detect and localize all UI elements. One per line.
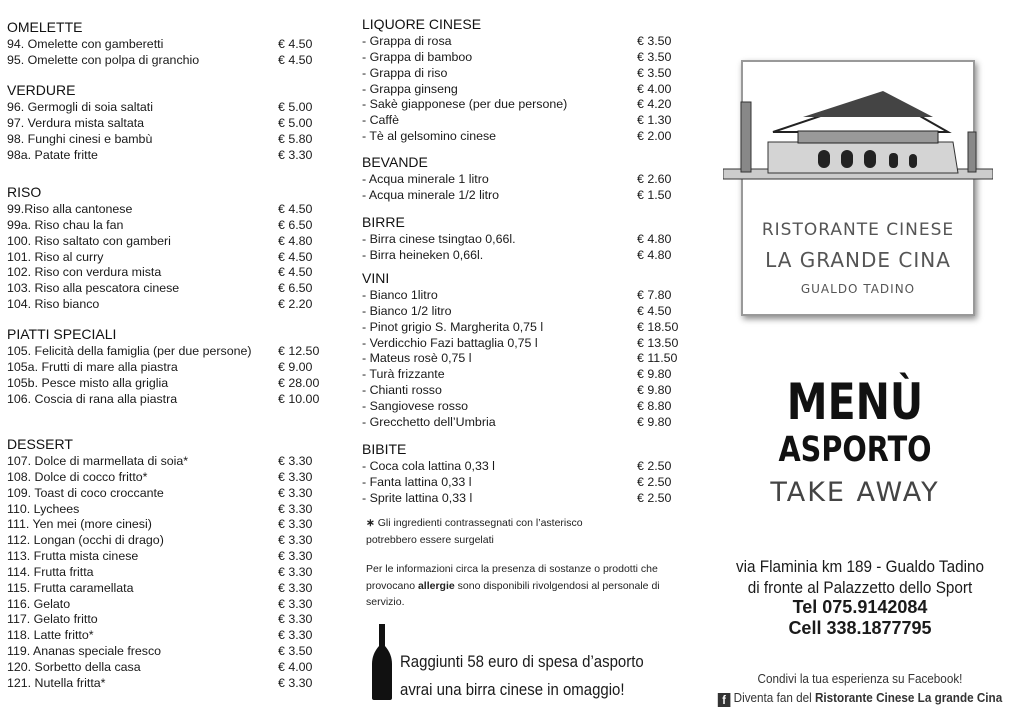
logo-line1: RISTORANTE CINESE <box>761 220 955 240</box>
item-name: 106. Coscia di rana alla piastra <box>7 391 178 406</box>
item-price: € 4.80 <box>278 233 313 248</box>
menu-item <box>7 234 337 250</box>
section-heading: BEVANDE <box>362 154 428 170</box>
menu-section-liquore-cinese <box>362 14 682 145</box>
menu-item <box>362 336 682 352</box>
menu-item <box>362 459 682 475</box>
logo-line2: LA GRANDE CINA <box>765 248 951 272</box>
menu-section-birre <box>362 212 682 264</box>
restaurant-logo <box>741 60 975 316</box>
item-price: € 3.30 <box>278 469 313 484</box>
menu-item <box>7 454 337 470</box>
menu-section-riso <box>7 182 337 313</box>
facebook-fan-text: Diventa fan del <box>733 690 815 705</box>
item-price: € 1.30 <box>637 113 672 128</box>
item-name: - Bianco 1litro <box>362 288 438 302</box>
item-name: 108. Dolce di cocco fritto* <box>7 469 148 484</box>
item-price: € 8.80 <box>637 398 672 413</box>
menu-item <box>7 344 337 360</box>
item-name: - Acqua minerale 1 litro <box>362 172 489 186</box>
section-heading: PIATTI SPECIALI <box>7 326 117 342</box>
address-line2: di fronte al Palazzetto dello Sport <box>747 578 973 597</box>
item-price: € 4.50 <box>637 303 672 318</box>
item-name: 117. Gelato fritto <box>7 612 98 627</box>
menu-section-bevande <box>362 152 682 204</box>
item-name: - Sakè giapponese (per due persone) <box>362 97 568 112</box>
allergy-text-end: sono disponibili rivolgendosi al personale di servizio. <box>366 579 660 608</box>
section-heading: VERDURE <box>7 82 76 98</box>
item-name: 105. Felicità della famiglia (per due persone) <box>7 344 252 358</box>
menu-item <box>7 597 337 613</box>
item-price: € 4.80 <box>637 232 672 246</box>
menu-item <box>7 116 337 132</box>
menu-item <box>7 37 337 53</box>
asporto-title: ASPORTO <box>778 430 932 470</box>
menu-item <box>362 367 682 383</box>
item-price: € 3.30 <box>278 580 313 595</box>
menu-item <box>7 132 337 148</box>
item-name: 113. Frutta mista cinese <box>7 549 139 564</box>
item-price: € 3.50 <box>637 49 672 64</box>
address <box>716 556 1004 598</box>
menu-item <box>7 392 337 408</box>
item-name: - Birra heineken 0,66l. <box>362 247 484 262</box>
item-price: € 2.50 <box>637 490 672 505</box>
section-heading: DESSERT <box>7 436 73 452</box>
item-name: - Grappa di bamboo <box>362 49 473 64</box>
menu-item <box>362 491 682 507</box>
section-heading: OMELETTE <box>7 19 83 35</box>
beer-bottle-icon <box>370 624 394 700</box>
item-name: - Grappa ginseng <box>362 81 458 96</box>
menu-section-verdure <box>7 80 337 163</box>
item-price: € 3.30 <box>278 501 313 516</box>
item-price: € 3.30 <box>278 485 313 500</box>
section-heading: BIRRE <box>362 214 405 230</box>
item-name: 101. Riso al curry <box>7 249 104 264</box>
item-name: - Verdicchio Fazi battaglia 0,75 l <box>362 335 538 350</box>
item-price: € 3.50 <box>278 644 313 659</box>
item-name: - Turà frizzante <box>362 367 445 382</box>
item-price: € 12.50 <box>278 344 320 358</box>
item-price: € 7.80 <box>637 288 672 302</box>
item-name: 97. Verdura mista saltata <box>7 115 145 130</box>
menu-item <box>7 100 337 116</box>
item-name: 118. Latte fritto* <box>7 628 94 643</box>
menu-section-dessert <box>7 434 337 692</box>
menu-item <box>7 486 337 502</box>
menu-item <box>362 415 682 431</box>
item-price: € 3.30 <box>278 147 313 162</box>
menu-item <box>7 53 337 69</box>
facebook-page-name: Ristorante Cinese La grande Cina <box>814 690 1003 705</box>
item-price: € 4.20 <box>637 97 672 112</box>
allergy-bold: allergie <box>417 579 455 592</box>
menu-item <box>362 320 682 336</box>
item-name: 109. Toast di coco croccante <box>7 485 164 500</box>
item-name: - Fanta lattina 0,33 l <box>362 474 472 489</box>
item-name: 102. Riso con verdura mista <box>7 265 162 280</box>
item-name: 116. Gelato <box>7 596 71 611</box>
menu-item <box>362 351 682 367</box>
promo-line1: Raggiunti 58 euro di spesa d’asporto <box>400 652 644 671</box>
menu-item <box>362 129 682 145</box>
cellphone: Cell 338.1877795 <box>788 618 932 638</box>
item-name: 114. Frutta fritta <box>7 564 94 579</box>
take-away-title: TAKE AWAY <box>770 477 940 508</box>
item-name: 96. Germogli di soia saltati <box>7 100 154 114</box>
item-price: € 9.80 <box>637 414 672 429</box>
item-price: € 4.00 <box>637 81 672 96</box>
menu-item <box>7 549 337 565</box>
item-price: € 6.50 <box>278 281 313 296</box>
menu-item <box>7 628 337 644</box>
menu-item <box>7 660 337 676</box>
item-price: € 3.50 <box>637 65 672 80</box>
menu-item <box>7 360 337 376</box>
promo-line2: avrai una birra cinese in omaggio! <box>400 680 625 699</box>
item-name: - Grecchetto dell’Umbria <box>362 414 496 429</box>
section-heading: LIQUORE CINESE <box>362 16 482 32</box>
menu-section-vini <box>362 268 682 431</box>
item-name: - Caffè <box>362 113 399 128</box>
menu-item <box>7 148 337 164</box>
item-price: € 10.00 <box>278 391 320 406</box>
menu-item <box>7 612 337 628</box>
item-name: 121. Nutella fritta* <box>7 675 106 690</box>
item-name: 100. Riso saltato con gamberi <box>7 233 171 248</box>
item-price: € 3.30 <box>278 628 313 643</box>
item-name: 103. Riso alla pescatora cinese <box>7 281 180 296</box>
item-name: 111. Yen mei (more cinesi) <box>7 517 152 532</box>
item-name: 115. Frutta caramellata <box>7 580 134 595</box>
allergy-note <box>366 561 666 611</box>
menu-item <box>7 644 337 660</box>
item-price: € 5.00 <box>278 100 313 114</box>
menu-item <box>362 248 682 264</box>
menu-item <box>7 376 337 392</box>
menu-item <box>362 399 682 415</box>
menu-item <box>362 288 682 304</box>
item-name: 98. Funghi cinesi e bambù <box>7 131 153 146</box>
item-name: 120. Sorbetto della casa <box>7 659 141 674</box>
item-price: € 3.30 <box>278 533 313 548</box>
menu-item <box>362 34 682 50</box>
item-name: - Bianco 1/2 litro <box>362 303 452 318</box>
item-price: € 5.80 <box>278 131 313 146</box>
menu-item <box>362 383 682 399</box>
item-price: € 2.00 <box>637 129 672 144</box>
phones <box>700 597 1020 639</box>
facebook-block <box>716 669 1004 707</box>
item-name: - Chianti rosso <box>362 383 442 398</box>
menu-item <box>7 202 337 218</box>
section-heading: BIBITE <box>362 441 407 457</box>
menu-item <box>7 581 337 597</box>
item-price: € 3.30 <box>278 454 313 468</box>
item-price: € 3.30 <box>278 517 313 532</box>
promo-text <box>400 648 644 704</box>
item-name: 105a. Frutti di mare alla piastra <box>7 359 178 374</box>
item-price: € 3.30 <box>278 612 313 627</box>
menu-item <box>362 66 682 82</box>
item-price: € 3.30 <box>278 596 313 611</box>
logo-line3: GUALDO TADINO <box>800 282 916 296</box>
item-price: € 3.50 <box>637 34 672 48</box>
item-price: € 5.00 <box>278 115 313 130</box>
menu-item <box>362 304 682 320</box>
menu-section-bibite <box>362 439 682 507</box>
telephone: Tel 075.9142084 <box>792 597 928 617</box>
menu-item <box>362 50 682 66</box>
menu-item <box>362 475 682 491</box>
allergy-text: Per le informazioni circa la presenza di sostanze o prodotti che provocano <box>366 563 658 592</box>
item-price: € 4.50 <box>278 37 313 51</box>
item-price: € 4.50 <box>278 265 313 280</box>
menu-item <box>7 250 337 266</box>
menu-item <box>362 232 682 248</box>
item-name: - Acqua minerale 1/2 litro <box>362 187 500 202</box>
section-heading: VINI <box>362 270 390 286</box>
item-price: € 9.80 <box>637 367 672 382</box>
asterisk-note <box>366 515 583 548</box>
item-price: € 2.50 <box>637 459 672 473</box>
item-name: - Coca cola lattina 0,33 l <box>362 459 495 473</box>
item-name: 119. Ananas speciale fresco <box>7 644 162 659</box>
item-price: € 4.50 <box>278 202 313 216</box>
item-name: - Sangiovese rosso <box>362 398 469 413</box>
item-name: 94. Omelette con gamberetti <box>7 37 164 51</box>
item-price: € 3.30 <box>278 549 313 564</box>
item-price: € 4.80 <box>637 247 672 262</box>
facebook-icon: f <box>718 693 731 707</box>
menu-item <box>7 297 337 313</box>
address-line1: via Flaminia km 189 - Gualdo Tadino <box>735 557 985 576</box>
item-name: - Grappa di rosa <box>362 34 452 48</box>
item-price: € 9.00 <box>278 359 313 374</box>
item-name: - Birra cinese tsingtao 0,66l. <box>362 232 516 246</box>
item-name: 105b. Pesce misto alla griglia <box>7 375 169 390</box>
asterisk-note-line1: Gli ingredienti contrassegnati con l’asterisco <box>377 517 583 529</box>
menu-item <box>362 113 682 129</box>
item-name: - Sprite lattina 0,33 l <box>362 490 473 505</box>
menu-item <box>362 188 682 204</box>
item-name: - Grappa di riso <box>362 65 448 80</box>
menu-item <box>7 517 337 533</box>
asterisk-note-line2: potrebbero essere surgelati <box>366 533 494 546</box>
menu-item <box>7 281 337 297</box>
item-price: € 4.50 <box>278 52 313 67</box>
item-price: € 11.50 <box>637 351 678 366</box>
item-name: - Pinot grigio S. Margherita 0,75 l <box>362 319 544 334</box>
menu-section-piatti-speciali <box>7 324 337 407</box>
item-name: - Mateus rosè 0,75 l <box>362 351 472 366</box>
item-price: € 1.50 <box>637 187 672 202</box>
item-name: 104. Riso bianco <box>7 297 100 312</box>
menu-section-omelette <box>7 17 337 69</box>
item-price: € 2.60 <box>637 172 672 186</box>
menu-item <box>7 470 337 486</box>
item-price: € 4.00 <box>278 659 313 674</box>
item-name: 95. Omelette con polpa di granchio <box>7 52 200 67</box>
menu-title: MENÙ <box>786 373 924 431</box>
menu-item <box>362 172 682 188</box>
item-price: € 4.50 <box>278 249 313 264</box>
item-price: € 3.30 <box>278 675 313 690</box>
item-name: 110. Lychees <box>7 501 80 516</box>
item-name: 98a. Patate fritte <box>7 147 98 162</box>
menu-item <box>7 676 337 692</box>
item-name: - Tè al gelsomino cinese <box>362 129 497 144</box>
facebook-share-text: Condivi la tua esperienza su Facebook! <box>757 671 963 686</box>
menu-item <box>7 565 337 581</box>
menu-item <box>7 265 337 281</box>
menu-item <box>362 82 682 98</box>
menu-item <box>7 218 337 234</box>
item-price: € 28.00 <box>278 375 320 390</box>
asterisk-icon: ∗ <box>366 517 375 529</box>
item-price: € 9.80 <box>637 383 672 398</box>
menu-item <box>362 97 682 113</box>
item-price: € 18.50 <box>637 319 679 334</box>
item-price: € 13.50 <box>637 335 679 350</box>
item-name: 99a. Riso chau la fan <box>7 217 124 232</box>
item-price: € 3.30 <box>278 564 313 579</box>
item-price: € 2.20 <box>278 297 313 312</box>
menu-item <box>7 533 337 549</box>
temple-icon <box>723 87 993 182</box>
item-name: 99.Riso alla cantonese <box>7 202 133 216</box>
item-price: € 2.50 <box>637 474 672 489</box>
item-name: 112. Longan (occhi di drago) <box>7 533 164 548</box>
item-name: 107. Dolce di marmellata di soia* <box>7 454 189 468</box>
item-price: € 6.50 <box>278 217 313 232</box>
menu-item <box>7 502 337 518</box>
section-heading: RISO <box>7 184 42 200</box>
